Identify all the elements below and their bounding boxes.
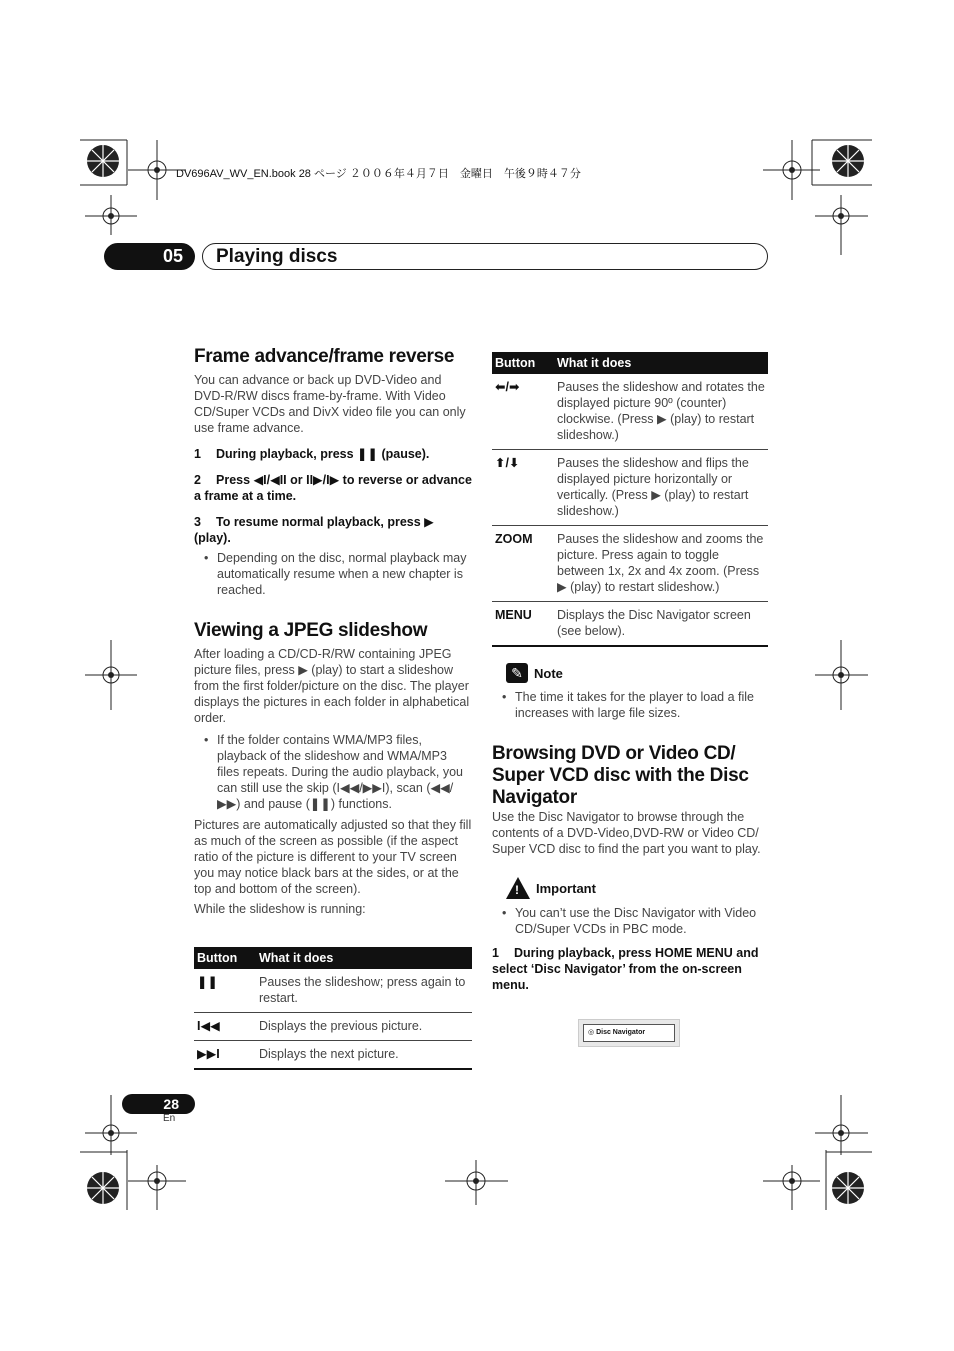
- table-row: [492, 450, 768, 526]
- disc-navigator-screen: [578, 1019, 680, 1047]
- chapter-title: Playing discs: [202, 243, 768, 270]
- step-number: 3: [194, 515, 201, 529]
- table-cell-desc: Pauses the slideshow; press again to restart.: [256, 969, 472, 1013]
- table-cell-desc: Displays the previous picture.: [256, 1013, 472, 1041]
- jpeg-para-2: Pictures are automatically adjusted so that they fill as much of the screen as possible (if the aspect ratio of the picture is different to your TV screen you may notice black bars at the sides, or at the top and bottom of the screen).: [194, 818, 472, 896]
- frame-advance-heading: Frame advance/frame reverse: [194, 346, 455, 367]
- warning-icon: !: [506, 877, 530, 899]
- table-header-button: Button: [194, 947, 256, 969]
- important-label: Important: [536, 880, 596, 896]
- table-header-what: What it does: [256, 947, 472, 969]
- table-row: [492, 602, 768, 647]
- note-bullet: • The time it takes for the player to load a file increases with large file sizes.: [492, 689, 768, 721]
- pencil-note-icon: ✎: [506, 663, 528, 683]
- step-number: 1: [492, 946, 499, 960]
- browsing-intro: Use the Disc Navigator to browse through the contents of a DVD-Video,DVD-RW or Video CD/ Super VCD disc to find the part you want to play.: [492, 810, 761, 856]
- table-row: [194, 969, 472, 1013]
- jpeg-intro: After loading a CD/CD-R/RW containing JPEG picture files, press ▶ (play) to start a slideshow from the first folder/picture on the disc. The player displays the pictures in each folder in alphabetical order.: [194, 647, 470, 725]
- table-header-what: What it does: [554, 352, 768, 374]
- table-cell-desc: Displays the next picture.: [256, 1041, 472, 1070]
- note-label: Note: [534, 665, 563, 681]
- chapter-number: 05: [104, 243, 195, 270]
- next-button-symbol: ▶▶I: [194, 1041, 256, 1070]
- right-column: [492, 352, 768, 993]
- frame-step-1: [194, 446, 472, 462]
- important-bullet: • You can’t use the Disc Navigator with Video CD/Super VCDs in PBC mode.: [492, 905, 768, 937]
- frame-advance-bullet: • Depending on the disc, normal playback may automatically resume when a new chapter is reached.: [194, 550, 472, 598]
- step-text: To resume normal playback, press ▶ (play).: [194, 515, 434, 545]
- table-row: [492, 374, 768, 450]
- left-column: [194, 346, 472, 1070]
- table-row: [194, 1013, 472, 1041]
- jpeg-heading: Viewing a JPEG slideshow: [194, 620, 428, 641]
- note-header: [506, 663, 768, 683]
- browsing-step-1: [492, 945, 768, 993]
- table-header-button: Button: [492, 352, 554, 374]
- step-number: 1: [194, 447, 201, 461]
- browsing-heading: Browsing DVD or Video CD/ Super VCD disc with the Disc Navigator: [492, 743, 749, 808]
- table-cell-desc: Pauses the slideshow and zooms the picture. Press again to toggle between 1x, 2x and 4x zoom. (Press ▶ (play) to restart slideshow.): [554, 526, 768, 602]
- left-right-arrow-symbol: ⬅/➡: [492, 374, 554, 450]
- table-row: [194, 1041, 472, 1070]
- up-down-arrow-symbol: ⬆/⬇: [492, 450, 554, 526]
- table-cell-desc: Displays the Disc Navigator screen (see below).: [554, 602, 768, 647]
- slideshow-button-table: [194, 947, 472, 1070]
- table-cell-desc: Pauses the slideshow and rotates the displayed picture 90º (counter) clockwise. (Press ▶ (play) to restart slideshow.): [554, 374, 768, 450]
- step-text: During playback, press HOME MENU and select ‘Disc Navigator’ from the on-screen menu.: [492, 946, 759, 992]
- table-row: [492, 526, 768, 602]
- jpeg-para-3: While the slideshow is running:: [194, 902, 366, 916]
- zoom-button-label: ZOOM: [492, 526, 554, 602]
- disc-navigator-label: Disc Navigator: [596, 1029, 646, 1036]
- frame-advance-intro: You can advance or back up DVD-Video and DVD-R/RW discs frame-by-frame. With Video CD/Super VCDs and DivX video file you can only use frame advance.: [194, 373, 466, 435]
- step-text: During playback, press ❚❚ (pause).: [216, 447, 430, 461]
- menu-button-label: MENU: [492, 602, 554, 647]
- important-header: [506, 877, 768, 899]
- previous-button-symbol: I◀◀: [194, 1013, 256, 1041]
- jpeg-bullet: • If the folder contains WMA/MP3 files, playback of the slideshow and WMA/MP3 files repeats. During the audio playback, you can still use the skip (I◀◀/▶▶I), scan (◀◀/▶▶) and pause (❚❚) functions.: [194, 732, 472, 812]
- print-header: DV696AV_WV_EN.book 28 ページ ２００６年４月７日 金曜日 午後９時４７分: [176, 168, 581, 180]
- step-number: 2: [194, 473, 201, 487]
- table-cell-desc: Pauses the slideshow and flips the displayed picture horizontally or vertically. (Press ▶ (play) to restart slideshow.): [554, 450, 768, 526]
- frame-step-3: [194, 514, 472, 546]
- page-language: En: [163, 1113, 176, 1124]
- step-text: Press ◀I/◀II or II▶/I▶ to reverse or advance a frame at a time.: [194, 473, 472, 503]
- disc-navigator-menu-item: ◎ Disc Navigator: [583, 1024, 675, 1042]
- frame-step-2: [194, 472, 472, 504]
- pause-button-symbol: ❚❚: [194, 969, 256, 1013]
- slideshow-button-table-2: [492, 352, 768, 647]
- page-number: 28: [122, 1094, 195, 1114]
